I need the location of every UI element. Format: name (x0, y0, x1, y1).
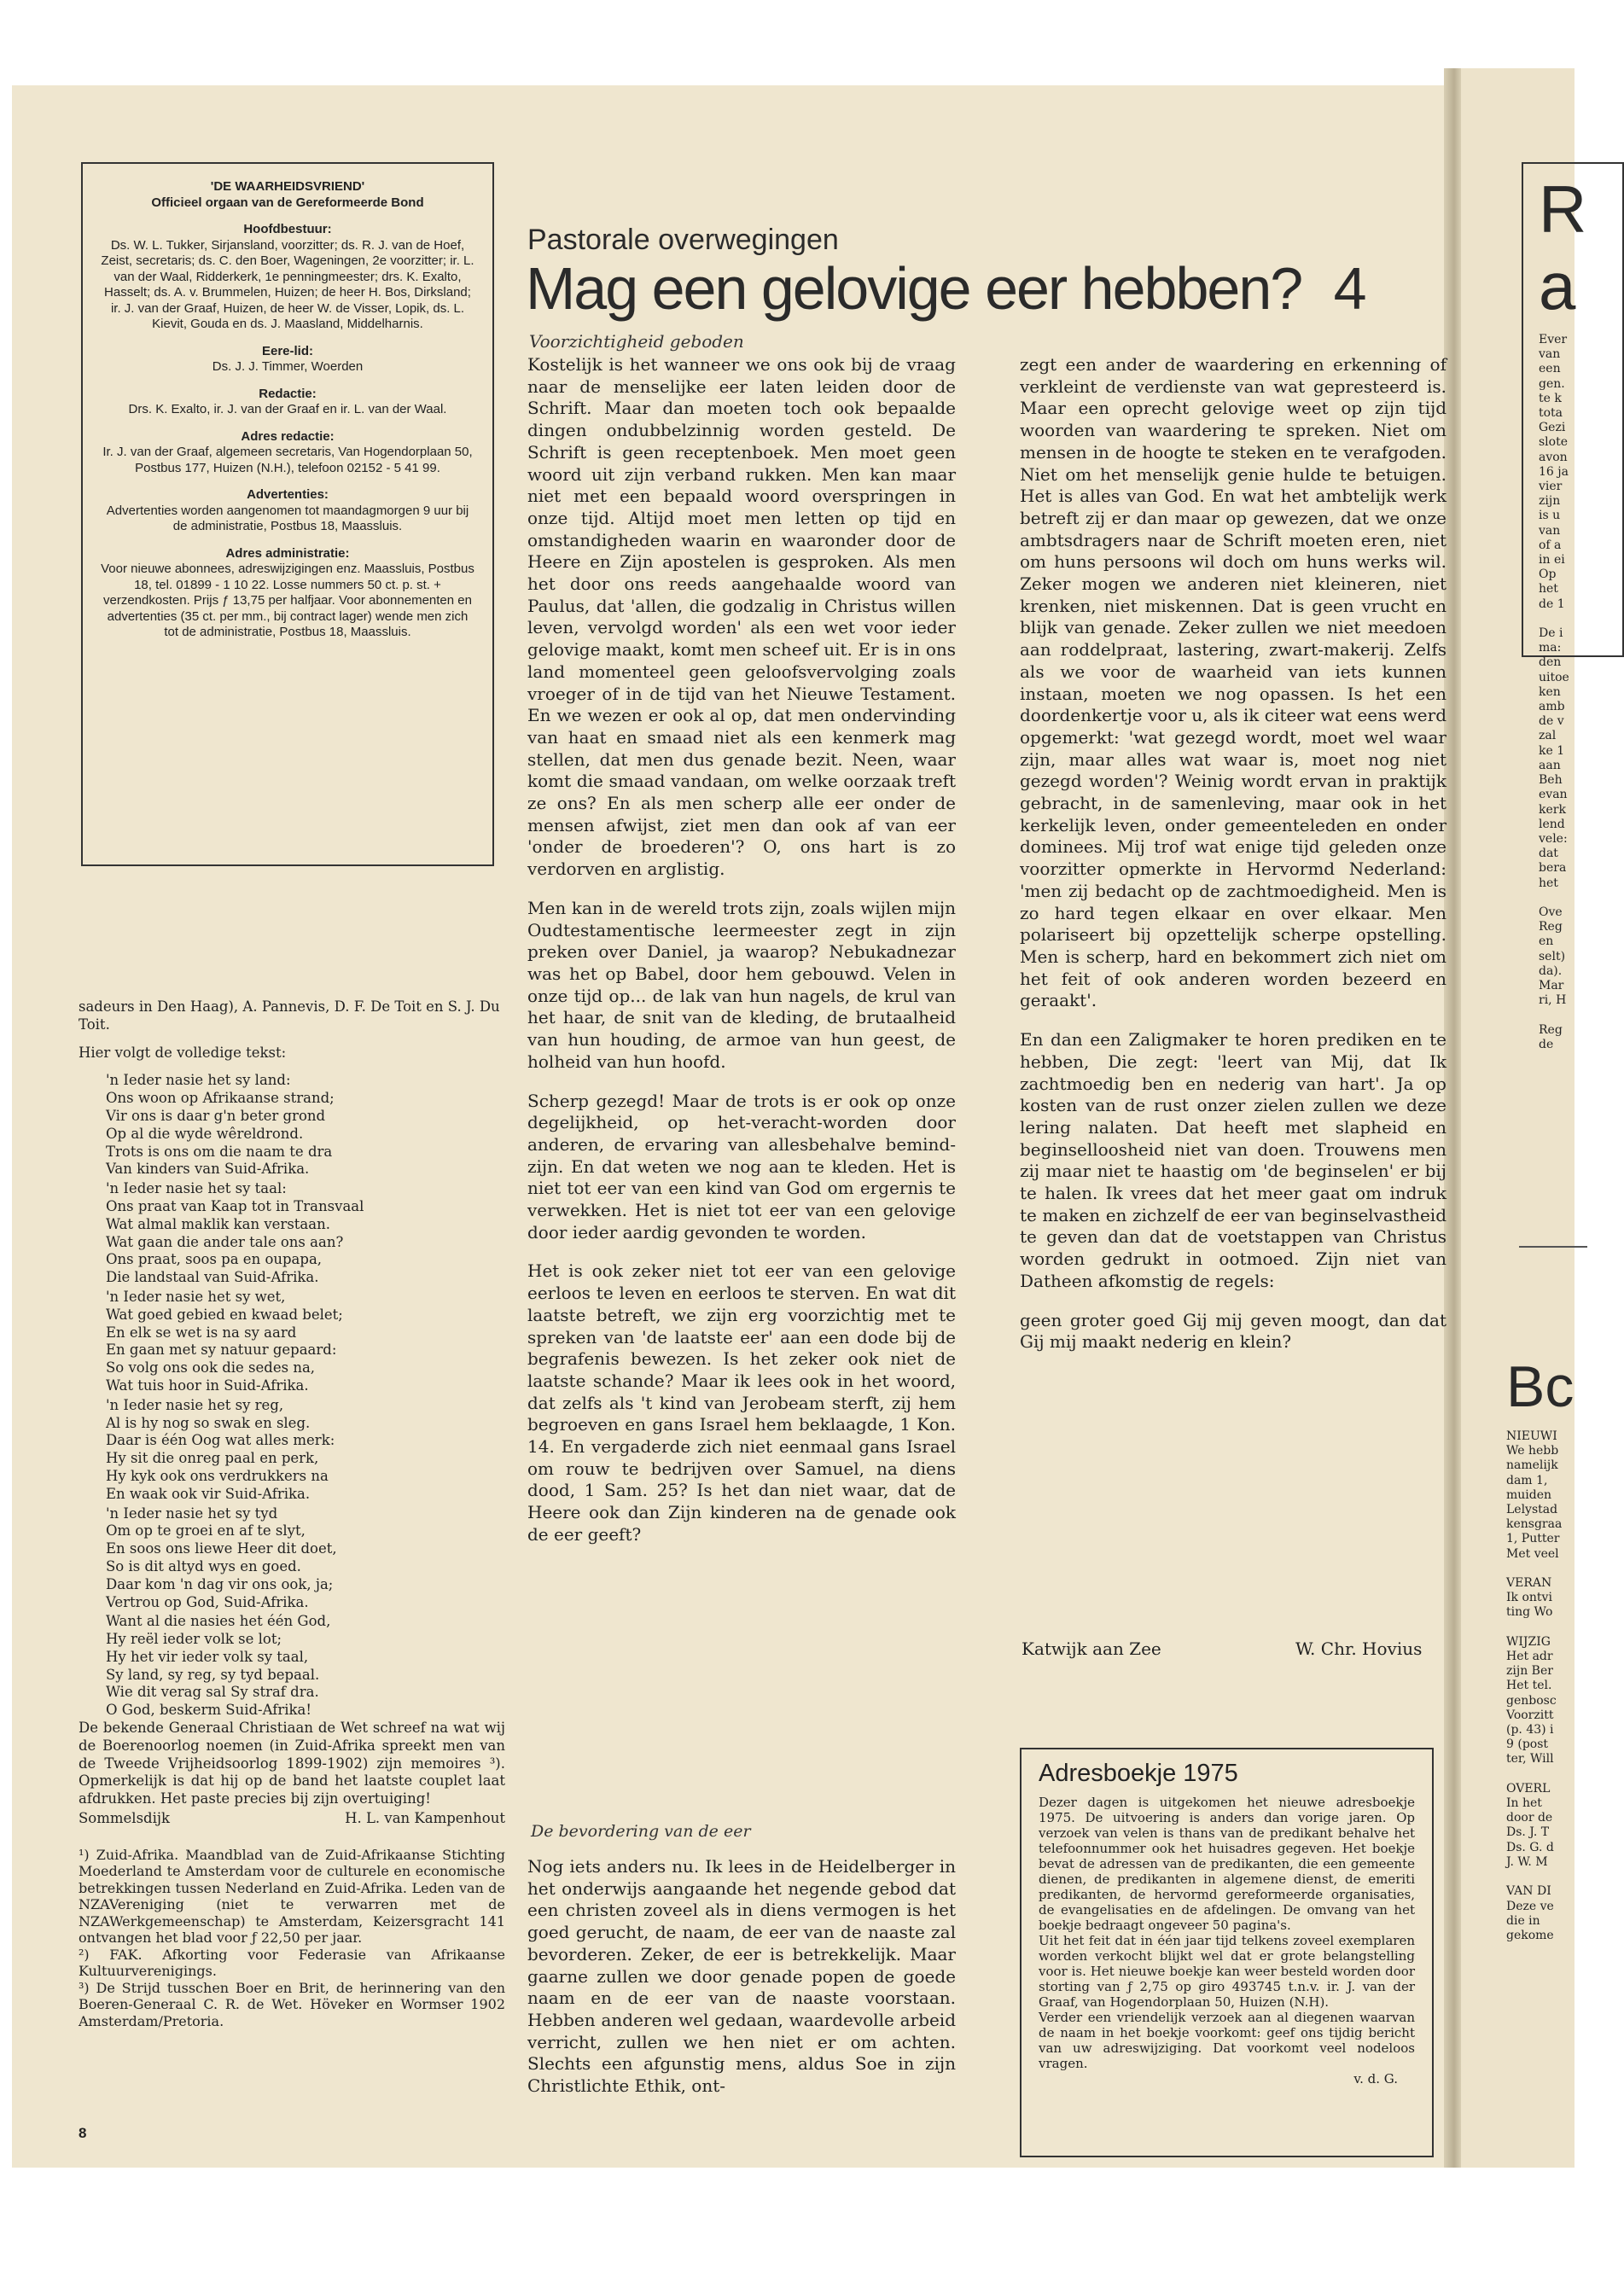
next-page-rule (1519, 1246, 1587, 1248)
adresboekje-paragraph: Verder een vriendelijk verzoek aan al diegenen waarvan de naam in het boekje voorkomt: geef ons tijdig bericht van uw adreswijziging. Dat voorkomt veel nodeloos vragen. (1039, 2010, 1415, 2071)
article-column-1 (527, 354, 956, 1546)
next-page-line: uitoe (1539, 670, 1569, 684)
next-page-line: We hebb (1506, 1444, 1559, 1458)
next-page-line: Ever (1539, 333, 1568, 346)
next-page-line: slote (1539, 435, 1569, 450)
adresboekje-sign: v. d. G. (1353, 2071, 1398, 2087)
next-page-line: het (1539, 876, 1558, 890)
next-page-line: kerk (1539, 802, 1566, 817)
next-page-line: WIJZIG (1506, 1634, 1551, 1649)
stanza: 'n Ieder nasie het sy reg, Al is hy nog so swak en sleg. Daar is één Oog wat alles merk: Hy sit die onreg paal en perk, Hy kyk ook ons verdrukkers na En waak ook vir Suid-Afrika. (106, 1396, 335, 1502)
next-page-line: 1, Putter (1506, 1532, 1560, 1546)
headline-text: Mag een gelovige eer hebben? (526, 255, 1302, 322)
redactie-text: Drs. K. Exalto, ir. J. van der Graaf en ir. L. van der Waal. (128, 402, 447, 416)
intro-text: sadeurs in Den Haag), A. Pannevis, D. F. De Toit en S. J. Du Toit. (79, 998, 500, 1033)
next-page-line: Ik ontvi (1506, 1591, 1552, 1605)
next-page-line: Het adr (1506, 1650, 1553, 1664)
next-page-line: Het tel. (1506, 1679, 1552, 1693)
adresboekje-paragraph: Dezer dagen is uitgekomen het nieuwe adresboekje 1975. De uitvoering is anders dan vorige jaren. Op verzoek van velen is thans van de predikant behalve het telefoonnummer ook het huisadres gegeven. Het boekje bevat de adressen van de predikanten, die een gemeente dienen, de predikanten in algemene dienst, de emeriti predikanten, de hervormd gereformeerde organisaties, de evangelisaties en de afdelingen. De omvang van het boekje bedraagt ongeveer 50 pagina's. (1039, 1795, 1415, 1933)
next-page-line: te k (1539, 391, 1562, 405)
stanza: 'n Ieder nasie het sy wet, Wat goed gebied en kwaad belet; En elk se wet is na sy aard En gaan met sy natuur gepaard: So volg ons ook die sedes na, Wat tuis hoor in Suid-Afrika. (106, 1288, 343, 1394)
next-page-line: is u (1539, 509, 1561, 523)
next-page-heading-3: Bc (1506, 1354, 1575, 1419)
stanza: 'n Ieder nasie het sy land: Ons woon op Afrikaanse strand; Vir ons is daar g'n beter grond Op al die wyde wêreldrond. Trots is ons om die naam te dra Van kinders van Suid-Afrika. (106, 1072, 335, 1178)
next-page-line: ke 1 (1539, 743, 1565, 758)
next-page-line: de v (1539, 714, 1564, 729)
next-page-line: VAN DI (1506, 1884, 1551, 1899)
next-page-line: aan (1539, 758, 1561, 772)
next-page-line (1506, 1870, 1575, 1884)
next-page-line: vier (1539, 480, 1563, 494)
subheading: De bevordering van de eer (531, 1822, 751, 1841)
next-page-line: OVERL (1506, 1781, 1551, 1796)
next-page-line: en (1539, 934, 1554, 949)
article-paragraph: Scherp gezegd! Maar de trots is er ook op onze degelijkheid, op het-veracht-worden door anderen, de ervaring van allesbehalve bemind-zijn. En dat weten we nog aan te kleden. Het is niet tot eer van een kind van God om ergernis te verwekken. Het is niet tot eer van een gelovige door ieder aardig gevonden te worden. (527, 1090, 956, 1243)
erelid-label: Eere-lid: (261, 343, 313, 358)
adresboekje-paragraph: Uit het feit dat in één jaar tijd telkens zoveel exemplaren worden verkocht blijkt wel dat er grote belangstelling voor is. Het nieuwe boekje kan weer besteld worden door storting van ƒ 2,75 op giro 493745 t.n.v. ir. J. van der Graaf, van Hogendorplaan 50, Huizen (N.H). (1039, 1933, 1415, 2010)
next-page-line: Ds. G. d (1506, 1840, 1554, 1854)
next-page-line: evan (1539, 788, 1568, 802)
article-column-2 (1020, 354, 1446, 1353)
advertenties-text: Advertenties worden aangenomen tot maandagmorgen 9 uur bij de administratie, Postbus 18, Maassluis. (106, 503, 469, 533)
byline-author: H. L. van Kampenhout (345, 1810, 505, 1827)
next-page-line (1506, 1621, 1575, 1635)
article-paragraph: En dan een Zaligmaker te horen prediken en te hebben, Die zegt: 'leert van Mij, dat Ik zachtmoedig ben en nederig van hart'. Ja op kosten van de rust onzer zielen zullen we deze lering nalaten. Dat heeft met slapheid en beginselloosheid niet van doen. Trouwens men zij maar niet te haastig om 'de beginselen' er bij te halen. Ik vrees dat het meer gaat om indruk te maken en zichzelf de eer van beginselvastheid te geven dan dat de voetstappen van Christus worden gedrukt in ootmoed. Zijn niet van Datheen afkomstig de regels: (1020, 1029, 1446, 1291)
next-page-line: vele: (1539, 831, 1568, 846)
administratie-text: Voor nieuwe abonnees, adreswijzigingen enz. Maassluis, Postbus 18, tel. 01899 - 1 10 22. Losse nummers 50 ct. p. st. + verzendkosten. Prijs ƒ 13,75 per halfjaar. Voor abonnementen en advertenties (35 ct. per mm., bij contract lager) wende men zich tot de administratie, Postbus 18, Maassluis. (101, 562, 474, 639)
next-page-line: of a (1539, 538, 1562, 552)
next-page-line: De i (1539, 626, 1563, 641)
left-column (79, 998, 505, 2029)
stanza: 'n Ieder nasie het sy taal: Ons praat van Kaap tot in Transvaal Wat almal maklik kan verstaan. Wat gaan die ander tale ons aan? Ons praat, soos pa en oupapa, Die landstaal van Suid-Afrika. (106, 1180, 364, 1286)
adresboekje-text (1039, 1795, 1415, 2087)
next-page-line: Mar (1539, 978, 1564, 992)
advertenties-label: Advertenties: (247, 487, 329, 502)
next-page-line: Ove (1539, 905, 1563, 919)
adres-redactie-text: Ir. J. van der Graaf, algemeen secretaris, Van Hogendorplaan 50, Postbus 177, Huizen (N.H.), telefoon 02152 - 5 41 99. (102, 445, 473, 475)
next-page-line: ma: (1539, 641, 1562, 655)
next-page-line: 9 (post (1506, 1737, 1549, 1752)
next-page-line: ken (1539, 684, 1561, 699)
next-page-line: bera (1539, 861, 1567, 876)
next-page-line: Voorzitt (1506, 1708, 1554, 1722)
next-page-line: Lelystad (1506, 1503, 1558, 1517)
redactie-label: Redactie: (259, 386, 317, 401)
article-paragraph: zegt een ander de waardering en erkenning of verkleint de verdienste van wat gepresteerd is. Maar een oprecht gelovige weet op zijn tijd woorden van waardering te spreken. Niet om mensen in de hoogte te steken en te verafgoden. Niet om het menselijk genie hulde te betuigen. Het is alles van God. En wat het ambtelijk werk betreft zij er dan maar op gewezen, dat we onze ambtsdragers naar de Schrift moeten eren, niet om huns persoons wil doch om huns werks wil. Zeker mogen we anderen niet kleineren, niet krenken, niet miskennen. Dat is geen vrucht en blijk van genade. Zeker zullen we niet meedoen aan roddelpraat, lastering, zwart-makerij. Zelfs als we voor de waarheid van iets kunnen instaan, moeten we nog opassen. Is het een doordenkertje voor u, als ik citeer wat eens werd opgemerkt: 'wat gezegd wordt, moet wel waar zijn, maar alles wat waar is, moet nog niet gezegd worden'? Weinig wordt ervan in praktijk gebracht, in de samenleving, maar ook in het kerkelijk leven, onder gemeenteleden en onder dominees. Mij trof wat enige tijd geleden onze voorzitter opmerkte in Hervormd Nederland: 'men zij bedacht op de zachtmoedigheid. Men is zo hard tegen elkaar en over elkaar. Men polariseert bij opzettelijk scherpe opstelling. Men is scherp, hard en bekommert zich niet om het feit of ook anderen worden bezeerd en geraakt'. (1020, 354, 1446, 1011)
next-page-line: Met veel (1506, 1546, 1559, 1561)
next-page-line: da). (1539, 963, 1563, 978)
masthead-subtitle: Officieel orgaan van de Gereformeerde Bond (151, 195, 424, 210)
article-author: W. Chr. Hovius (1295, 1638, 1423, 1659)
next-page-line: Ds. J. T (1506, 1825, 1550, 1840)
byline-place: Sommelsdijk (79, 1810, 170, 1827)
next-page-line: Gezi (1539, 421, 1566, 435)
next-page-line: (p. 43) i (1506, 1723, 1554, 1737)
next-page-line: ter, Will (1506, 1752, 1554, 1767)
next-page-line: het (1539, 582, 1558, 597)
article-headline (526, 254, 1365, 323)
verse-quote: geen groter goed Gij mij geven moogt, dan dat Gij mij maakt nederig en klein? (1020, 1309, 1446, 1353)
article-place: Katwijk aan Zee (1022, 1638, 1161, 1659)
footnote: ³) De Strijd tusschen Boer en Brit, de herinnering van den Boeren-Generaal C. R. de Wet. Höveker en Wormser 1902 Amsterdam/Pretoria. (79, 1979, 505, 2029)
next-page-line: dat (1539, 847, 1558, 861)
masthead-box (81, 162, 494, 866)
next-page-line: dam 1, (1506, 1473, 1548, 1487)
next-page-line: muiden (1506, 1487, 1552, 1502)
next-page-line: door de (1506, 1811, 1553, 1825)
stanza: Want al die nasies het één God, Hy reël ieder volk se lot; Hy het vir ieder volk sy taal, Sy land, sy reg, sy tyd bepaal. Wie dit verag sal Sy straf dra. O God, beskerm Suid-Afrika! (106, 1613, 331, 1719)
next-page-line (1539, 1008, 1575, 1022)
next-page-column-text (1539, 333, 1575, 1052)
adresboekje-box (1020, 1748, 1434, 2157)
next-page-line: tota (1539, 406, 1563, 421)
next-page-line: Reg (1539, 920, 1563, 934)
next-page-line: VERAN (1506, 1576, 1552, 1591)
article-column-1-bottom (527, 1856, 956, 2098)
next-page-line: de 1 (1539, 597, 1565, 611)
next-page-line: een (1539, 362, 1561, 376)
next-page-line (1506, 1562, 1575, 1576)
next-page-line: Reg (1539, 1022, 1563, 1037)
next-page-line: zal (1539, 729, 1557, 743)
next-page-line: amb (1539, 700, 1565, 714)
article-paragraph: Nog iets anders nu. Ik lees in de Heidelberger in het onderwijs aangaande het negende gebod dat een christen zoveel als in diens vermogen is het goed gerucht, de naam, de eer van de naaste zal bevorderen. Zeker, de eer is betrekkelijk. Maar gaarne zullen we door genade popen de goede naam en de eer van de naaste voorstaan. Hebben anderen wel gedaan, waardevolle arbeid verricht, zullen we hen niet er om achten. Slechts een afgunstig mens, aldus Soe in zijn Christlichte Ethik, ont- (527, 1856, 956, 2097)
anthem-poem (79, 1072, 505, 1720)
next-page-column-text-b (1506, 1429, 1575, 1943)
next-page-line: zijn (1539, 494, 1561, 509)
next-page-line: In het (1506, 1796, 1542, 1811)
next-page-line (1539, 612, 1575, 626)
footnote: ²) FAK. Afkorting voor Federasie van Afrikaanse Kultuurverenigings. (79, 1946, 505, 1980)
article-paragraph: Het is ook zeker niet tot eer van een gelovige eerloos te leven en eerloos te sterven. En wat dit laatste betreft, we zijn erg voorzichtig met te spreken van 'de laatste eer' aan een dode bij de begrafenis bewezen. Is het zeker ook niet de laatste schande? Maar ik lees ook in het woord, dat zelfs als 't kind van Jerobeam sterft, zij hem begroeven en gans Israel hem beklaagde, 1 Kon. 14. En vergaderde zich niet eenmaal gans Israel om rouw te bedrijven over Samuel, na diens dood, 1 Sam. 25? Is het dan niet waar, dat de Heere ook dan Zijn kinderen na de genade ook de eer geeft? (527, 1260, 956, 1545)
administratie-label: Adres administratie: (225, 545, 350, 561)
lead-text: Hier volgt de volledige tekst: (79, 1044, 287, 1061)
masthead-title: 'DE WAARHEIDSVRIEND' (210, 179, 365, 194)
next-page-line: lend (1539, 817, 1565, 831)
next-page-line: in ei (1539, 553, 1565, 568)
next-page-line (1506, 1767, 1575, 1782)
next-page-line: de (1539, 1037, 1554, 1051)
next-page-line: Deze ve (1506, 1899, 1554, 1913)
article-paragraph: Kostelijk is het wanneer we ons ook bij de vraag naar de menselijke eer laten leiden door de Schrift. Maar dan moeten toch ook bepaalde dingen ondubbelzinnig worden gesteld. De Schrift is geen receptenboek. Men moet geen woord uit zijn verband rukken. Men kan maar niet met een bepaald woord overspringen in onze tijd. Altijd moet men letten op tijd en omstandigheden waarin en waaronder door de Heere en Zijn apostelen is gesproken. Als men het door ons reeds aangehaalde woord van Paulus, dat 'allen, die godzalig in Christus willen leven, vervolgd worden' als een wet voor ieder gelovige maakt, komt men scheef uit. Er is in ons land momenteel geen geloofsvervolging zoals vroeger of in de tijd van het Nieuwe Testament. En we wezen er ook al op, dat men ondervinding van haat en smaad niet als een kenmerk mag stellen, dat men dus genade bezit. Neen, waar komt die smaad vandaan, om welke oorzaak treft ze ons? En als men scherp alle eer onder de mensen afwijst, ziet men dan ook af van eer 'onder de broederen'? O, ons hart is zo verdorven en arglistig. (527, 354, 956, 880)
next-page-line (1539, 891, 1575, 905)
footnote: ¹) Zuid-Afrika. Maandblad van de Zuid-Afrikaanse Stichting Moederland te Amsterdam voor de culturele en economische betrekkingen tussen Nederland en Zuid-Afrika. Leden van de NZAVereniging (niet te verwarren met de NZAWerkgemeenschap) te Amsterdam, Keizersgracht 141 ontvangen het blad voor ƒ 22,50 per jaar. (79, 1846, 505, 1947)
next-page-line: van (1539, 347, 1561, 362)
byline (79, 1810, 505, 1828)
page-number: 8 (79, 2125, 87, 2141)
erelid-text: Ds. J. J. Timmer, Woerden (212, 359, 364, 374)
next-page-line: kensgraa (1506, 1517, 1563, 1532)
headline-part: 4 (1333, 255, 1365, 322)
adresboekje-title: Adresboekje 1975 (1039, 1760, 1238, 1787)
adres-redactie-label: Adres redactie: (241, 428, 335, 444)
next-page-line: die in (1506, 1913, 1540, 1928)
next-page-heading-2: a (1539, 248, 1576, 323)
next-page-line: gen. (1539, 376, 1565, 391)
next-page-line: J. W. M (1506, 1854, 1548, 1869)
next-page-line: NIEUWI (1506, 1429, 1557, 1443)
next-page-heading-1: R (1539, 172, 1587, 247)
next-page-line: selt) (1539, 949, 1566, 963)
article-kicker: Pastorale overwegingen (527, 224, 839, 256)
next-page-line: ting Wo (1506, 1605, 1553, 1620)
next-page-line: den (1539, 655, 1562, 670)
next-page-line: ri, H (1539, 993, 1567, 1008)
hoofdbestuur-label: Hoofdbestuur: (243, 222, 332, 236)
stanza: 'n Ieder nasie het sy tyd Om op te groei en af te slyt, En soos ons liewe Heer dit doet, So is dit altyd wys en goed. Daar kom 'n dag vir ons ook, ja; Vertrou op God, Suid-Afrika. (106, 1505, 337, 1610)
next-page-line: van (1539, 523, 1561, 538)
next-page-line: zijn Ber (1506, 1664, 1553, 1679)
closing-paragraph: De bekende Generaal Christiaan de Wet schreef na wat wij de Boerenoorlog noemen (in Zuid-Afrika spreekt men van de Tweede Vrijheidsoorlog 1899-1902) zijn memoires ³). Opmerkelijk is dat hij op de band het laatste couplet laat afdrukken. Het paste precies bij zijn overtuiging! (79, 1720, 505, 1807)
article-paragraph: Men kan in de wereld trots zijn, zoals wijlen mijn Oudtestamentische leermeester zegt in zijn preken over Daniel, ja waarop? Nebukadnezar was het op Babel, door hem gebouwd. Velen in onze tijd op... de lak van hun nagels, de krul van het haar, de snit van de kleding, de brutaalheid van hun houding, de armoe van hun geest, de holheid van hun hoofd. (527, 897, 956, 1072)
hoofdbestuur-text: Ds. W. L. Tukker, Sirjansland, voorzitter; ds. R. J. van de Hoef, Zeist, secretaris; ds. C. den Boer, Wageningen, 2e voorzitter; ir. L. van der Waal, Ridderkerk, 1e penningmeester; drs. K. Exalto, Hasselt; ds. A. v. Brummelen, Huizen; de heer H. Bos, Dirksland; ir. J. van der Graaf, Huizen, de heer W. de Visser, Lopik, ds. L. Kievit, Gouda en ds. J. Maasland, Middelharnis. (101, 237, 474, 331)
footnotes (79, 1847, 505, 2030)
next-page-line: avon (1539, 450, 1568, 464)
subheading: Voorzichtigheid geboden (529, 331, 744, 352)
next-page-line: namelijk (1506, 1458, 1558, 1473)
next-page-line: gekome (1506, 1928, 1554, 1942)
next-page-line: genbosc (1506, 1693, 1557, 1708)
next-page-line: 16 ja (1539, 464, 1569, 479)
next-page-line: Beh (1539, 773, 1563, 788)
next-page-line: Op (1539, 568, 1557, 582)
